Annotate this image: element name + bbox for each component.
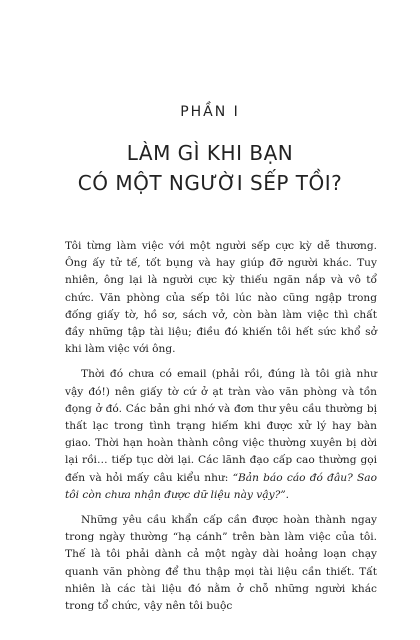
chapter-title-line-1: LÀM GÌ KHI BẠN <box>126 141 294 165</box>
body-text <box>65 238 377 623</box>
paragraph-1: Tôi từng làm việc với một người sếp cực kỳ dễ thương. Ông ấy tử tế, tốt bụng và hay giúp đỡ người khác. Tuy nhiên, ông lại là người cực kỳ thiếu ngăn nắp và vô tổ chức. Văn phòng của sếp tôi lúc nào cũng ngập trong đống giấy tờ, hồ sơ, sách vở, còn bàn làm việc thì chất đầy những tập tài liệu; điều đó khiến tôi hết sức khổ sở khi làm việc với ông. <box>65 240 377 356</box>
paragraph-2-text: Thời đó chưa có email (phải rồi, đúng là tôi già như vậy đó!) nên giấy tờ cứ ở ạt tràn vào văn phòng và tồn đọng ở đó. Các bản ghi nhớ và đơn thư yêu cầu thường bị thất lạc trong tình trạng hiếm khi được xử lý hay bàn giao. Thời hạn hoàn thành công việc thường xuyên bị dời lại rồi… tiếp tục dời lại. Các lãnh đạo cấp cao thường gọi đến và hỏi mấy câu kiểu như: <box>65 368 377 484</box>
chapter-title-line-2: CÓ MỘT NGƯỜI SẾP TỒI? <box>77 171 343 195</box>
paragraph-2 <box>65 366 377 504</box>
paragraph-2-end: . <box>285 488 290 501</box>
chapter-title <box>0 138 420 198</box>
paragraph-2-quote: “Bản báo cáo đó đâu? Sao tôi còn chưa nhận được dữ liệu này vậy?” <box>65 471 377 501</box>
paragraph-3: Những yêu cầu khẩn cấp cần được hoàn thành ngay trong ngày thường “hạ cánh” trên bàn làm việc của tôi. Thế là tôi phải dành cả một ngày dài hoảng loạn chạy quanh văn phòng để thu thập mọi tài liệu cần thiết. Tất nhiên là các tài liệu đó nằm ở chỗ những người khác trong tổ chức, vậy nên tôi buộc <box>65 514 377 613</box>
part-label: PHẦN I <box>180 104 240 120</box>
